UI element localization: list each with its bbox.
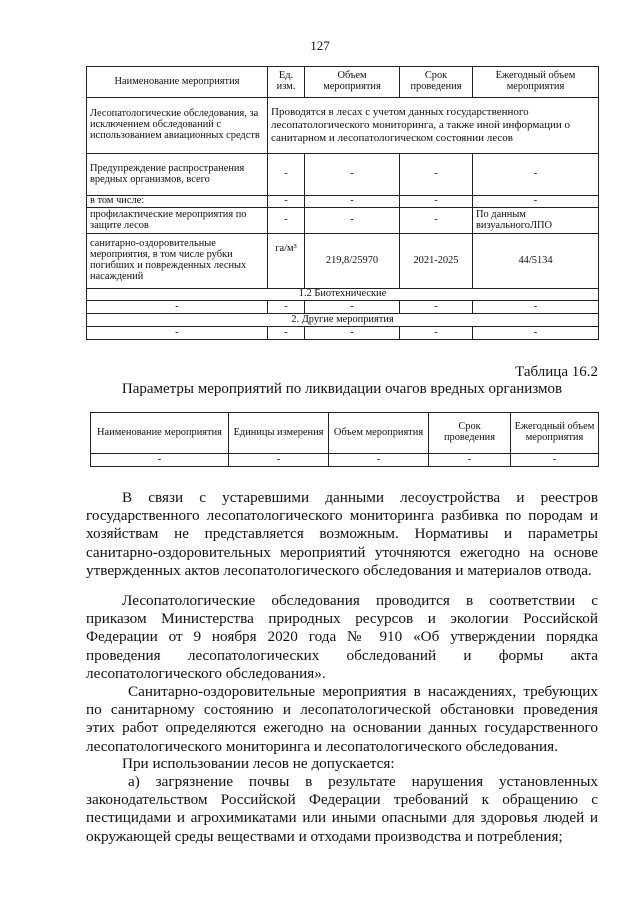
row-unit: га/м³ [268,234,305,289]
table-row [87,301,599,314]
row-annual: 44/5134 [473,234,599,289]
cell: - [329,454,429,467]
table-row [87,208,599,234]
section-row [87,314,599,327]
row-unit: - [268,208,305,234]
header-name: Наименование мероприятия [91,413,229,454]
row-annual: - [473,154,599,196]
row-volume: - [305,196,400,208]
row-name: в том числе: [87,196,268,208]
pest-elimination-table [90,412,599,467]
cell: - [473,327,599,340]
row-term: - [400,196,473,208]
header-annual: Ежегодный объем мероприятия [511,413,599,454]
row-name: санитарно-оздоровительные мероприятия, в том числе рубки погибших и поврежденных лесных насаждений [87,234,268,289]
section-other: 2. Другие мероприятия [87,314,599,327]
row-term: - [400,154,473,196]
table-header-row [87,67,599,98]
header-volume: Объем мероприятия [329,413,429,454]
cell: - [511,454,599,467]
cell: - [305,327,400,340]
cell: - [429,454,511,467]
row-term: 2021-2025 [400,234,473,289]
header-term: Срок проведения [429,413,511,454]
cell: - [400,327,473,340]
table-title: Параметры мероприятий по ликвидации очагов вредных организмов [121,381,563,397]
header-unit: Ед. изм. [268,67,305,98]
cell: - [229,454,329,467]
paragraph: а) загрязнение почвы в результате нарушения установленных законодательством Российской Федерации требований к обращению с пестицидами и агрохимикатами или иными опасными для здоровья людей и окружающей среды веществами и отходами производства и потребления; [86,773,598,845]
header-name: Наименование мероприятия [87,67,268,98]
row-volume: 219,8/25970 [305,234,400,289]
header-unit: Единицы измерения [229,413,329,454]
row-name: Предупреждение распространения вредных организмов, всего [87,154,268,196]
row-unit: - [268,154,305,196]
table-row [87,196,599,208]
header-term: Срок проведения [400,67,473,98]
table-row [91,454,599,467]
table-row [87,327,599,340]
row-unit: - [268,196,305,208]
row-term: - [400,208,473,234]
paragraph: Санитарно-оздоровительные мероприятия в насаждениях, требующих по санитарному состоянию и лесопатологической обстановки проведения этих работ определяются ежегодно на основании данных государственного лесопатологического мониторинга и лесопатологического обследования. [86,683,598,755]
section-row [87,289,599,301]
page-number: 127 [310,38,330,53]
merged-note: Проводятся в лесах с учетом данных государственного лесопатологического мониторинга, а также иной информации о санитарном и лесопатологическом состоянии лесов [268,98,599,154]
forest-protection-table [86,66,599,340]
paragraph: Лесопатологические обследования проводится в соответствии с приказом Министерства природных ресурсов и экологии Российской Федерации от 9 ноября 2020 года № 910 «Об утверждении порядка проведения лесопатологических обследований и формы акта лесопатологического обследования». [86,592,598,682]
header-volume: Объем мероприятия [305,67,400,98]
cell: - [91,454,229,467]
header-annual: Ежегодный объем мероприятия [473,67,599,98]
table-row [87,234,599,289]
row-name: Лесопатологические обследования, за исключением обследований с использованием авиационных средств [87,98,268,154]
paragraph: В связи с устаревшими данными лесоустройства и реестров государственного лесопатологического мониторинга разбивка по породам и хозяйствам не представляется возможным. Нормативы и параметры санитарно-оздоровительных мероприятий уточняются ежегодно на основе утвержденных актов лесопатологического обследования и материалов отвода. [86,489,598,579]
cell: - [87,301,268,314]
table-row [87,98,599,154]
cell: - [400,301,473,314]
section-biotech: 1.2 Биотехнические [87,289,599,301]
table-row [87,154,599,196]
table-number: Таблица 16.2 [515,364,598,380]
row-annual: По данным визуальногоЛПО [473,208,599,234]
cell: - [473,301,599,314]
cell: - [268,327,305,340]
table-header-row [91,413,599,454]
row-volume: - [305,208,400,234]
row-name: профилактические мероприятия по защите лесов [87,208,268,234]
row-annual: - [473,196,599,208]
cell: - [305,301,400,314]
cell: - [87,327,268,340]
row-volume: - [305,154,400,196]
cell: - [268,301,305,314]
paragraph: При использовании лесов не допускается: [122,755,395,772]
